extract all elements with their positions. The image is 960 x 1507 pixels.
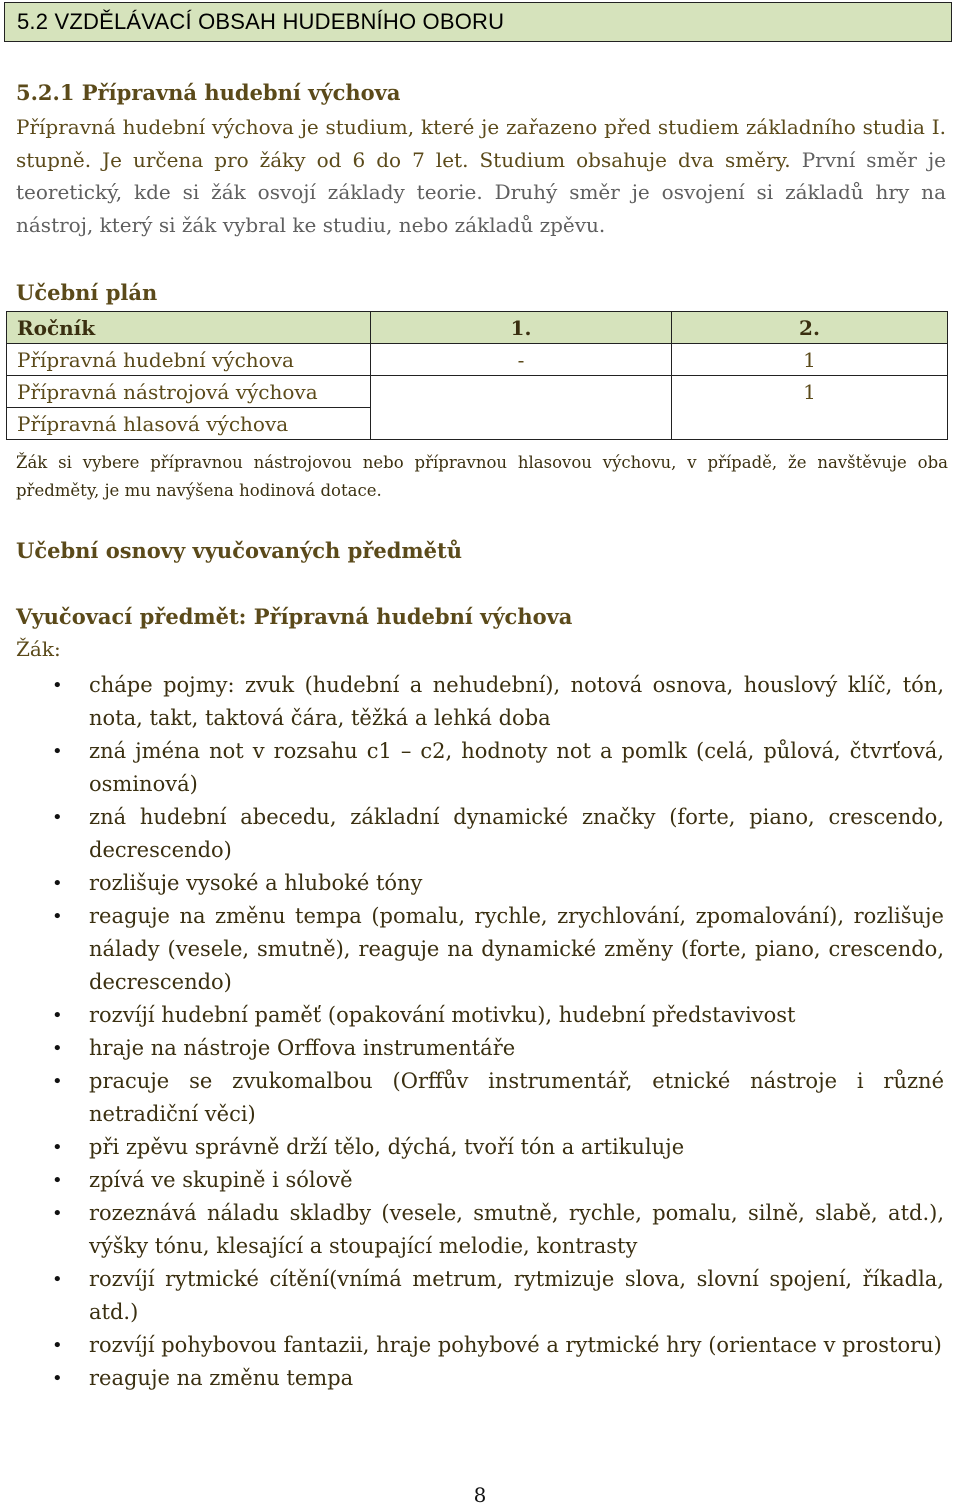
list-item-text: hraje na nástroje Orffova instrumentáře [89, 1036, 516, 1060]
list-item-text: pracuje se zvukomalbou (Orffův instrumentář, etnické nástroje i různé netradiční věci) [89, 1069, 944, 1126]
bullet-icon: • [52, 1203, 63, 1224]
list-item [0, 1032, 944, 1065]
curriculum-plan-table [6, 311, 948, 440]
row-value-second [672, 408, 948, 440]
bullet-icon: • [52, 1137, 63, 1158]
row-value-first [371, 376, 672, 408]
list-item [0, 900, 944, 999]
curricula-heading: Učební osnovy vyučovaných předmětů [16, 538, 462, 563]
bullet-icon: • [52, 741, 63, 762]
learning-goals-list [0, 669, 944, 1395]
header-cell-year: Ročník [7, 312, 371, 344]
bullet-icon: • [52, 906, 63, 927]
bullet-icon: • [52, 675, 63, 696]
row-value-second: 1 [672, 344, 948, 376]
row-subject: Přípravná nástrojová výchova [7, 376, 371, 408]
page-number: 8 [473, 1483, 487, 1507]
list-item [0, 867, 944, 900]
subject-heading: Vyučovací předmět: Přípravná hudební výchova [16, 604, 573, 629]
bullet-icon: • [52, 1038, 63, 1059]
bullet-icon: • [52, 1368, 63, 1389]
intro-text-part1: Přípravná hudební výchova je studium, které je zařazeno před studiem základního studia I. stupně. Je určena pro žáky od 6 do 7 let. Studium obsahuje dva směry. [16, 115, 946, 172]
list-item [0, 801, 944, 867]
row-value-first: - [371, 344, 672, 376]
list-item-text: rozvíjí pohybovou fantazii, hraje pohybové a rytmické hry (orientace v prostoru) [89, 1333, 942, 1357]
list-item-text: reaguje na změnu tempa (pomalu, rychle, zrychlování, zpomalování), rozlišuje nálady (vesele, smutně), reaguje na dynamické změny (forte, piano, crescendo, decrescendo) [89, 904, 944, 994]
plan-note: Žák si vybere přípravnou nástrojovou nebo přípravnou hlasovou výchovu, v případě, že navštěvuje oba předměty, je mu navýšena hodinová dotace. [16, 453, 948, 500]
intro-text-part2: První směr je teoretický, kde si žák osvojí základy teorie. Druhý směr je osvojení si základů hry na nástroj, který si žák vybral ke studiu, nebo základů zpěvu. [16, 147, 946, 237]
list-item [0, 1263, 944, 1329]
list-item [0, 1329, 944, 1362]
pupil-label: Žák: [16, 637, 61, 661]
row-value-first [371, 408, 672, 440]
list-item-text: chápe pojmy: zvuk (hudební a nehudební), notová osnova, houslový klíč, tón, nota, takt, taktová čára, těžká a lehká doba [89, 673, 944, 730]
row-subject: Přípravná hudební výchova [7, 344, 371, 376]
section-heading: 5.2 VZDĚLÁVACÍ OBSAH HUDEBNÍHO OBORU [4, 2, 952, 42]
list-item-text: rozvíjí hudební paměť (opakování motivku), hudební představivost [89, 1003, 796, 1027]
list-item [0, 1065, 944, 1131]
list-item [0, 1197, 944, 1263]
bullet-icon: • [52, 1170, 63, 1191]
subsection-heading: 5.2.1 Přípravná hudební výchova [16, 80, 401, 105]
table-row [7, 344, 948, 376]
bullet-icon: • [52, 1005, 63, 1026]
table-row [7, 408, 948, 440]
header-cell-second: 2. [672, 312, 948, 344]
list-item-text: zpívá ve skupině i sólově [89, 1168, 353, 1192]
list-item [0, 1362, 944, 1395]
row-subject: Přípravná hlasová výchova [7, 408, 371, 440]
list-item-text: rozvíjí rytmické cítění(vnímá metrum, rytmizuje slova, slovní spojení, říkadla, atd.) [89, 1267, 944, 1324]
list-item-text: reaguje na změnu tempa [89, 1366, 354, 1390]
list-item-text: zná hudební abecedu, základní dynamické značky (forte, piano, crescendo, decrescendo) [89, 805, 944, 862]
intro-paragraph [16, 111, 946, 241]
bullet-icon: • [52, 807, 63, 828]
table-row [7, 376, 948, 408]
list-item-text: zná jména not v rozsahu c1 – c2, hodnoty not a pomlk (celá, půlová, čtvrťová, osminová) [89, 739, 944, 796]
table-header-row [7, 312, 948, 344]
list-item-text: rozlišuje vysoké a hluboké tóny [89, 871, 423, 895]
list-item [0, 1131, 944, 1164]
list-item [0, 669, 944, 735]
row-value-second: 1 [672, 376, 948, 408]
list-item [0, 735, 944, 801]
bullet-icon: • [52, 1269, 63, 1290]
plan-heading: Učební plán [16, 280, 158, 305]
list-item [0, 999, 944, 1032]
header-cell-first: 1. [371, 312, 672, 344]
bullet-icon: • [52, 1071, 63, 1092]
bullet-icon: • [52, 1335, 63, 1356]
list-item-text: rozeznává náladu skladby (vesele, smutně, rychle, pomalu, silně, slabě, atd.), výšky tónu, klesající a stoupající melodie, kontrasty [89, 1201, 944, 1258]
bullet-icon: • [52, 873, 63, 894]
list-item-text: při zpěvu správně drží tělo, dýchá, tvoří tón a artikuluje [89, 1135, 685, 1159]
list-item [0, 1164, 944, 1197]
